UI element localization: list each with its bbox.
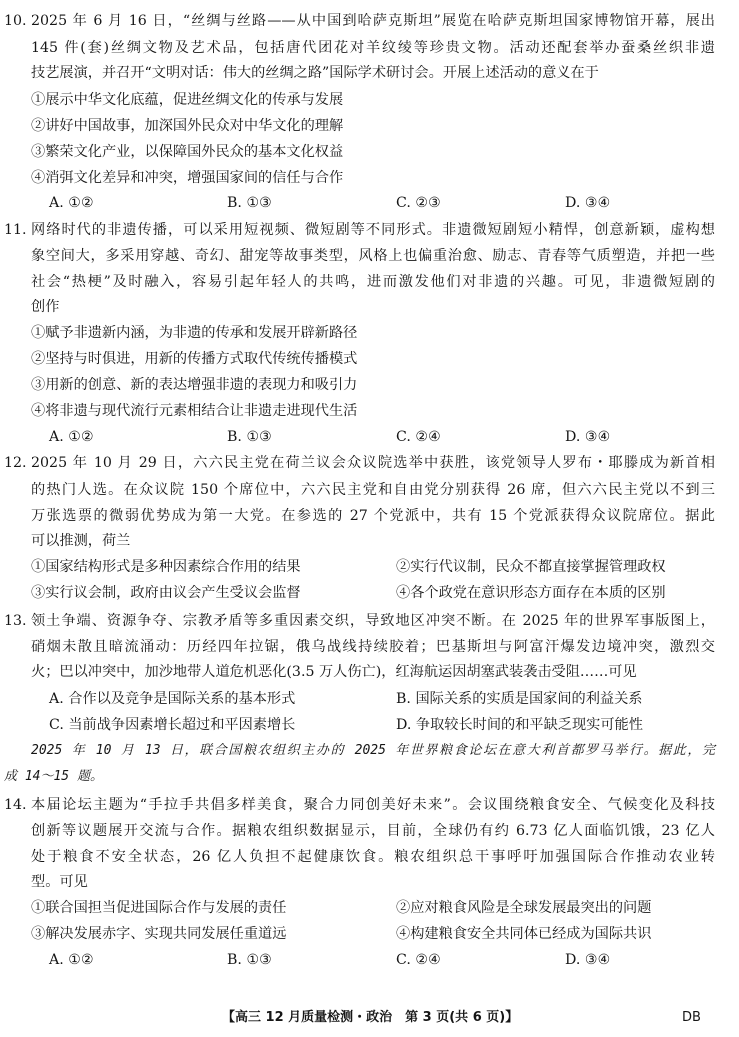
question-text-line: 火；巴以冲突中，加沙地带人道危机恶化(3.5 万人伤亡)，红海航运因胡塞武装袭击受阻……可见 (31, 664, 637, 680)
option-c[interactable]: C. ②④ (396, 952, 441, 968)
statement: ③繁荣文化产业，以保障国外民众的基本文化权益 (31, 144, 344, 160)
option-b[interactable]: B. 国际关系的实质是国家间的利益关系 (396, 691, 643, 707)
option-c[interactable]: C. ②③ (396, 195, 441, 211)
question-text-line: 2025 年 6 月 16 日，“丝绸与丝路——从中国到哈萨克斯坦”展览在哈萨克斯坦国家博物馆开幕，展出 (31, 13, 715, 29)
option-a[interactable]: A. ①② (49, 952, 94, 968)
question-text-line: 的热门人选。在众议院 150 个席位中，六六民主党和自由党分别获得 26 席，但六六民主党以不到三 (31, 482, 715, 498)
intro-line: 成 14～15 题。 (4, 769, 103, 784)
question-number: 12. (4, 455, 27, 471)
question-text-line: 技艺展演，并召开“文明对话：伟大的丝绸之路”国际学术研讨会。开展上述活动的意义在于 (31, 65, 599, 81)
option-d[interactable]: D. 争取较长时间的和平缺乏现实可能性 (396, 717, 643, 733)
option-c[interactable]: C. 当前战争因素增长超过和平因素增长 (49, 717, 296, 733)
statement: ④各个政党在意识形态方面存在本质的区别 (396, 585, 666, 601)
question-text-line: 领土争端、资源争夺、宗教矛盾等多重因素交织，导致地区冲突不断。在 2025 年的世界军事版图上， (31, 613, 715, 629)
intro-line: 2025 年 10 月 13 日，联合国粮农组织主办的 2025 年世界粮食论坛在意大利首都罗马举行。据此，完 (31, 743, 715, 758)
statement: ②讲好中国故事，加深国外民众对中华文化的理解 (31, 118, 344, 134)
option-b[interactable]: B. ①③ (227, 195, 272, 211)
question-number: 10. (4, 13, 27, 29)
statement: ②坚持与时俱进，用新的传播方式取代传统传播模式 (31, 351, 358, 367)
footer-label: 【高三 12 月质量检测・政治 第 3 页(共 6 页)】 (222, 1010, 519, 1025)
question-text-line: 硝烟未散且暗流涌动：历经四年拉锯，俄乌战线持续胶着；巴基斯坦与阿富汗爆发边境冲突，激烈交 (31, 639, 715, 655)
question-number: 14. (4, 797, 27, 813)
statement: ①展示中华文化底蕴，促进丝绸文化的传承与发展 (31, 92, 344, 108)
option-c[interactable]: C. ②④ (396, 429, 441, 445)
question-text-line: 创新等议题展开交流与合作。据粮农组织数据显示，目前，全球仍有约 6.73 亿人面临饥饿，23 亿人 (31, 823, 715, 839)
statement: ③用新的创意、新的表达增强非遗的表现力和吸引力 (31, 377, 358, 393)
option-d[interactable]: D. ③④ (565, 952, 611, 968)
statement: ①国家结构形式是多种因素综合作用的结果 (31, 559, 301, 575)
option-a[interactable]: A. 合作以及竞争是国际关系的基本形式 (49, 691, 296, 707)
question-text-line: 创作 (31, 299, 60, 315)
statement: ②实行代议制，民众不都直接掌握管理政权 (396, 559, 666, 575)
question-text-line: 象空间大，多采用穿越、奇幻、甜宠等故事类型，风格上也偏重治愈、励志、青春等气质塑造，并把一些 (31, 248, 715, 264)
option-d[interactable]: D. ③④ (565, 429, 611, 445)
question-text-line: 可以推测，荷兰 (31, 533, 131, 549)
question-text-line: 社会“热梗”及时融入，容易引起年轻人的共鸣，进而激发他们对非遗的兴趣。可见，非遗微短剧的 (31, 274, 715, 290)
statement: ②应对粮食风险是全球发展最突出的问题 (396, 900, 652, 916)
question-text-line: 型。可见 (31, 874, 88, 890)
option-a[interactable]: A. ①② (49, 195, 94, 211)
question-text-line: 145 件(套)丝绸文物及艺术品，包括唐代团花对羊纹绫等珍贵文物。活动还配套举办蚕桑丝织非遗 (31, 40, 715, 56)
question-text-line: 万张选票的微弱优势成为第一大党。在参选的 27 个党派中，共有 15 个党派获得众议院席位。据此 (31, 508, 715, 524)
statement: ④将非遗与现代流行元素相结合让非遗走进现代生活 (31, 403, 358, 419)
option-b[interactable]: B. ①③ (227, 429, 272, 445)
question-text-line: 2025 年 10 月 29 日，六六民主党在荷兰议会众议院选举中获胜，该党领导人罗布・耶滕成为新首相 (31, 455, 715, 471)
option-a[interactable]: A. ①② (49, 429, 94, 445)
option-d[interactable]: D. ③④ (565, 195, 611, 211)
statement: ①联合国担当促进国际合作与发展的责任 (31, 900, 287, 916)
question-text-line: 处于粮食不安全状态，26 亿人负担不起健康饮食。粮农组织总干事呼吁加强国际合作推动农业转 (31, 849, 715, 865)
question-number: 11. (4, 222, 27, 238)
question-number: 13. (4, 613, 27, 629)
statement: ③实行议会制，政府由议会产生受议会监督 (31, 585, 301, 601)
question-text-line: 网络时代的非遗传播，可以采用短视频、微短剧等不同形式。非遗微短剧短小精悍，创意新颖，虚构想 (31, 222, 715, 238)
statement: ①赋予非遗新内涵，为非遗的传承和发展开辟新路径 (31, 325, 358, 341)
statement: ③解决发展赤字、实现共同发展任重道远 (31, 926, 287, 942)
statement: ④构建粮食安全共同体已经成为国际共识 (396, 926, 652, 942)
option-b[interactable]: B. ①③ (227, 952, 272, 968)
question-text-line: 本届论坛主题为“手拉手共倡多样美食，聚合力同创美好未来”。会议围绕粮食安全、气候变化及科技 (31, 797, 715, 813)
footer-code: DB (682, 1010, 701, 1025)
statement: ④消弭文化差异和冲突，增强国家间的信任与合作 (31, 170, 344, 186)
